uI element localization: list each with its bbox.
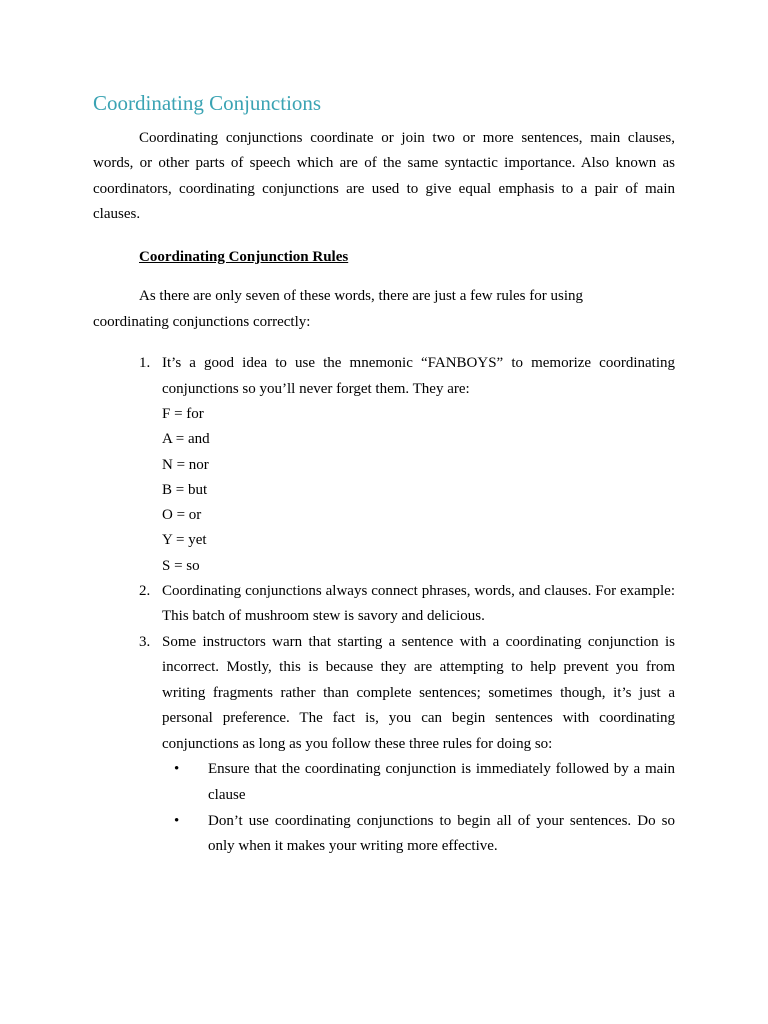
fanboys-item: N = nor <box>162 456 209 473</box>
sub-rule-item <box>162 809 675 861</box>
rule-text: Coordinating conjunctions always connect phrases, words, and clauses. For example: This batch of mushroom stew is savory and delicious. <box>162 583 675 625</box>
sub-rules-list <box>162 757 675 860</box>
fanboys-item: O = or <box>162 507 202 524</box>
section-heading: Coordinating Conjunction Rules <box>139 249 349 266</box>
bullet-icon: • <box>174 760 180 777</box>
page-title: Coordinating Conjunctions <box>93 91 322 115</box>
fanboys-item: A = and <box>162 431 210 448</box>
rule-item-2 <box>93 579 675 630</box>
fanboys-item: S = so <box>162 557 200 574</box>
sub-rule-text: Don’t use coordinating conjunctions to begin all of your sentences. Do so only when it makes your writing more effective. <box>208 812 675 855</box>
intro-paragraph: Coordinating conjunctions coordinate or join two or more sentences, main clauses, words, or other parts of speech which are of the same syntactic importance. Also known as coordinators, coordinating conjunctions are used to give equal emphasis to a pair of main clauses. <box>93 130 675 222</box>
sub-rule-text: Ensure that the coordinating conjunction is immediately followed by a main clause <box>208 760 675 803</box>
rule-number: 2. <box>139 583 151 600</box>
rules-list <box>93 351 675 860</box>
bullet-icon: • <box>174 812 180 829</box>
fanboys-item: Y = yet <box>162 532 207 549</box>
sub-rule-item <box>162 757 675 809</box>
fanboys-item: F = for <box>162 406 204 422</box>
fanboys-list <box>162 402 675 579</box>
rule-item-3 <box>93 630 675 860</box>
rule-text: Some instructors warn that starting a sentence with a coordinating conjunction is incorrect. Mostly, this is because they are attempting to help prevent you from writing fragments rather than complete sentences; sometimes though, it’s just a personal preference. The fact is, you can begin sentences with coordinating conjunctions as long as you follow these three rules for doing so: <box>162 633 675 752</box>
fanboys-item: B = but <box>162 481 208 498</box>
rule-number: 3. <box>139 633 151 650</box>
rule-item-1 <box>93 351 675 579</box>
rule-number: 1. <box>139 355 151 372</box>
lead-paragraph: As there are only seven of these words, there are just a few rules for using coordinating conjunctions correctly: <box>93 288 584 331</box>
rule-text: It’s a good idea to use the mnemonic “FANBOYS” to memorize coordinating conjunctions so you’ll never forget them. They are: <box>162 355 675 397</box>
